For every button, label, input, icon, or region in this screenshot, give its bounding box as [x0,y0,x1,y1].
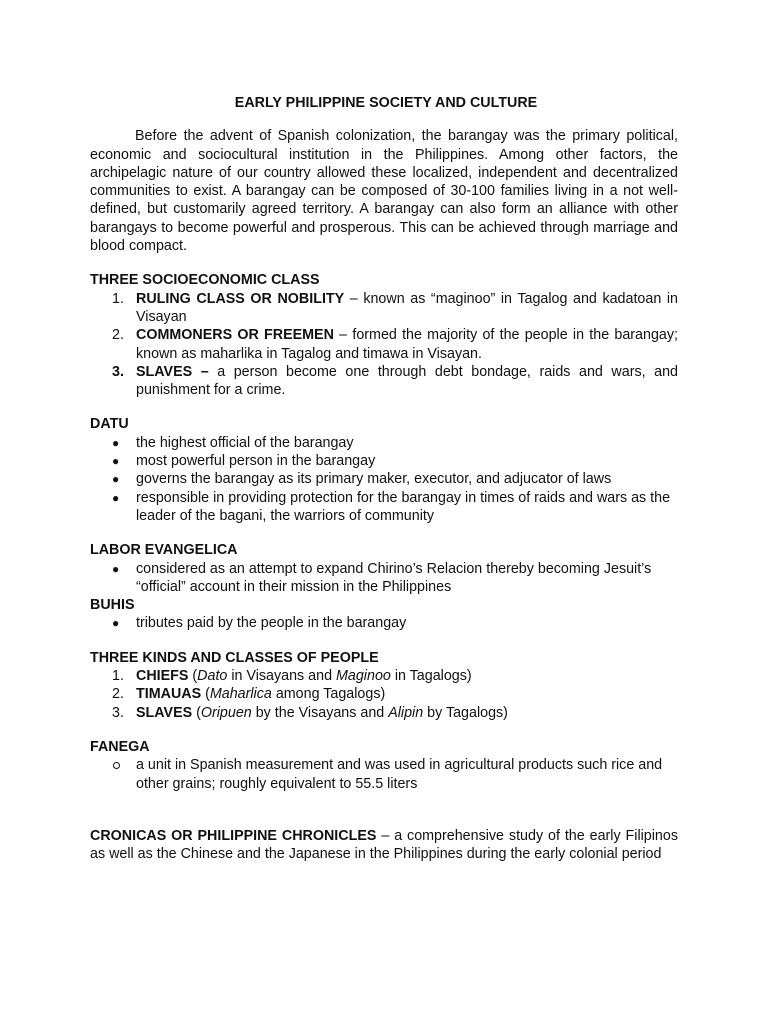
separator [209,364,218,380]
bullet-icon: ● [112,454,120,469]
bullet-icon: ● [112,616,120,631]
kinds-list [90,667,678,722]
kinds-heading: THREE KINDS AND CLASSES OF PEOPLE [90,649,379,666]
socio-heading: THREE SOCIOECONOMIC CLASS [90,272,320,289]
document-body [90,94,678,863]
kinds-item-2 [90,685,678,703]
socio-list [90,290,678,400]
italic-term: Maginoo [336,668,391,685]
kinds-item-3 [90,704,678,722]
text-fragment: ( [192,704,201,721]
text-fragment: ( [201,686,210,703]
list-number: 1. [112,668,124,685]
italic-term: Dato [197,668,228,685]
socio-text: formed the majority of the people in the barangay; known as maharlika in Tagalog and timawa in Visayan. [136,327,678,362]
bullet-icon: ● [112,472,120,487]
labor-list [90,560,678,597]
labor-heading: LABOR EVANGELICA [90,542,238,559]
socio-term: SLAVES – [136,363,209,380]
datu-item-1 [90,434,678,452]
socio-text: a person become one through debt bondage, raids and wars, and punishment for a crime. [136,363,678,399]
list-text: a unit in Spanish measurement and was used in agricultural products such rice and other grains; roughly equivalent to 55.5 liters [136,757,663,792]
text-fragment: by the Visayans and [251,704,389,721]
list-number: 3. [112,363,124,380]
bullet-icon: ● [112,435,120,450]
datu-heading: DATU [90,416,129,433]
socio-term: COMMONERS OR FREEMEN [136,327,334,344]
list-number: 2. [112,686,124,703]
labor-item-1 [90,560,678,597]
fanega-heading: FANEGA [90,738,150,755]
list-number: 1. [112,290,124,307]
kinds-term: CHIEFS [136,668,189,685]
datu-item-2 [90,452,678,470]
list-number: 3. [112,704,124,721]
datu-item-3 [90,470,678,488]
separator: – [344,290,364,307]
intro-paragraph: Before the advent of Spanish colonization, the barangay was the primary political, economic and sociocultural institution in the Philippines. Among other factors, the archipelagic nature of our country allowed these localized, independent and decentralized communities to exist. A barangay can be composed of 30-100 families living in a not well-defined, but customarily agreed territory. A barangay can also form an alliance with other barangays to become powerful and prosperous. This can be achieved through marriage and blood compact. [90,128,678,255]
datu-item-4 [90,489,678,526]
circle-bullet-icon [113,762,120,769]
fanega-list [90,756,678,793]
separator: – [376,827,395,844]
text-fragment: in Tagalogs) [390,668,472,685]
text-fragment: among Tagalogs) [271,686,386,703]
list-text: most powerful person in the barangay [136,453,376,470]
socio-item-2 [90,326,678,363]
italic-term: Maharlica [209,686,272,703]
list-text: tributes paid by the people in the barangay [136,615,407,632]
socio-text: known as “maginoo” in Tagalog and kadatoan in Visayan [136,290,678,325]
socio-item-3 [90,363,678,400]
text-fragment: in Visayans and [227,668,336,685]
cronicas-text: a comprehensive study of the early Filipinos as well as the Chinese and the Japanese in the Philippines during the early colonial period [90,827,678,863]
kinds-term: TIMAUAS [136,686,202,703]
fanega-item-1 [90,756,678,793]
list-text: the highest official of the barangay [136,434,354,451]
cronicas-term: CRONICAS OR PHILIPPINE CHRONICLES [90,827,377,844]
list-number: 2. [112,327,124,344]
list-text: governs the barangay as its primary maker, executor, and adjucator of laws [136,471,612,488]
text-fragment: by Tagalogs) [423,704,508,721]
buhis-list [90,614,678,632]
list-text: responsible in providing protection for the barangay in times of raids and wars as the leader of the bagani, the warriors of community [136,489,671,524]
italic-term: Alipin [388,704,424,721]
separator: – [333,327,353,344]
bullet-icon: ● [112,561,120,576]
list-text: considered as an attempt to expand Chirino’s Relacion thereby becoming Jesuit’s “official” account in their mission in the Philippines [136,560,652,595]
kinds-item-1 [90,667,678,685]
text-fragment: ( [188,668,198,685]
socio-item-1 [90,290,678,327]
kinds-term: SLAVES [136,704,193,721]
italic-term: Oripuen [200,704,252,721]
cronicas-paragraph [90,827,678,864]
buhis-heading: BUHIS [90,597,135,614]
document-title: EARLY PHILIPPINE SOCIETY AND CULTURE [234,95,538,111]
socio-term: RULING CLASS OR NOBILITY [136,290,345,307]
buhis-item-1 [90,614,678,632]
bullet-icon: ● [112,490,120,505]
datu-list [90,434,678,525]
